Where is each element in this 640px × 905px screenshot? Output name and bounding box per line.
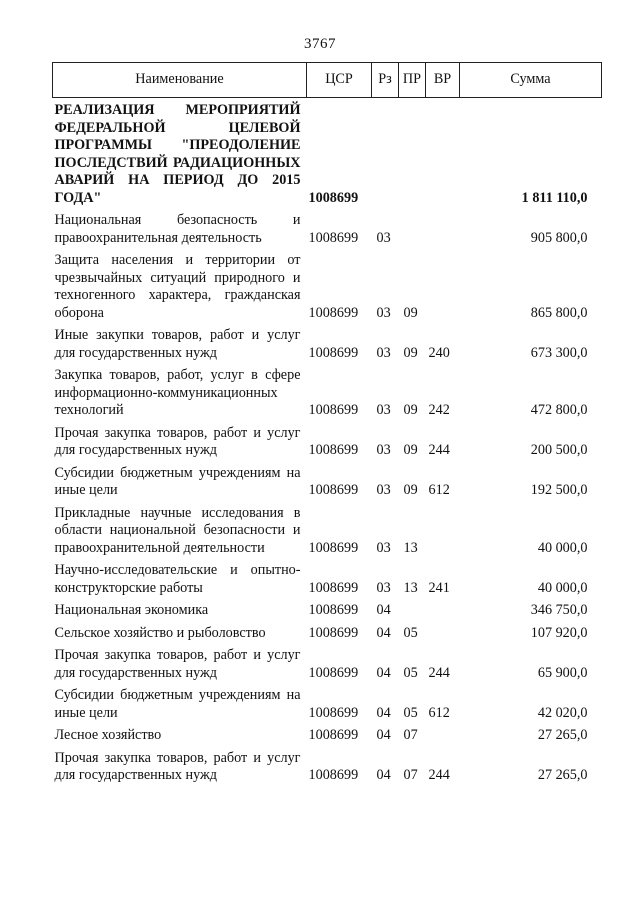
cell-vr (426, 722, 460, 745)
table-row (53, 557, 602, 597)
cell-sum: 905 800,0 (530, 229, 588, 246)
header-rz: Рз (372, 63, 399, 98)
cell-sum: 346 750,0 (530, 602, 588, 618)
cell-vr (426, 207, 460, 247)
cell-rz: 04 (376, 664, 391, 681)
table-row (53, 722, 602, 745)
cell-csr: 1008699 (308, 189, 359, 206)
cell-vr (426, 500, 460, 558)
cell-vr: 244 (428, 767, 450, 783)
cell-name: Лесное хозяйство (54, 727, 162, 743)
cell-pr: 09 (403, 482, 418, 498)
cell-name: Субсидии бюджетным учреждениям на иные цели (54, 687, 301, 721)
cell-name: Сельское хозяйство и рыболовство (54, 624, 266, 641)
cell-rz: 03 (376, 229, 391, 246)
cell-pr: 13 (403, 539, 418, 556)
cell-rz: 03 (376, 344, 391, 361)
cell-pr: 09 (403, 344, 418, 361)
table-row (53, 362, 602, 420)
cell-name: Закупка товаров, работ, услуг в сфере информационно-коммуникационных технологий (54, 367, 301, 418)
cell-pr: 09 (403, 402, 418, 418)
cell-name: Научно-исследовательские и опытно-конструкторские работы (54, 562, 301, 596)
table-row (53, 682, 602, 722)
cell-vr: 240 (428, 344, 450, 361)
cell-rz: 04 (376, 624, 391, 641)
table-body (53, 98, 602, 785)
cell-csr: 1008699 (308, 539, 359, 556)
cell-sum: 865 800,0 (530, 304, 588, 321)
cell-vr (426, 597, 460, 620)
table-row (53, 420, 602, 460)
cell-csr: 1008699 (308, 442, 359, 458)
table-row (53, 597, 602, 620)
cell-sum: 27 265,0 (537, 727, 588, 743)
cell-sum: 107 920,0 (530, 624, 588, 641)
cell-sum: 65 900,0 (537, 664, 588, 681)
table-row (53, 620, 602, 643)
cell-rz: 04 (376, 727, 391, 743)
table-row (53, 322, 602, 362)
table-row (53, 745, 602, 785)
cell-rz: 03 (376, 304, 391, 321)
cell-pr: 07 (403, 767, 418, 783)
cell-name: Национальная безопасность и правоохранительная деятельность (54, 212, 301, 246)
cell-name: Национальная экономика (54, 602, 209, 618)
header-csr: ЦСР (307, 63, 372, 98)
header-sum: Сумма (460, 63, 602, 98)
cell-name: Субсидии бюджетным учреждениям на иные цели (54, 464, 301, 498)
cell-sum: 27 265,0 (537, 767, 588, 783)
table-row (53, 500, 602, 558)
cell-pr: 05 (403, 704, 418, 721)
cell-rz: 04 (376, 602, 391, 618)
cell-sum: 192 500,0 (530, 482, 588, 498)
budget-table (52, 62, 602, 785)
cell-pr: 09 (403, 442, 418, 458)
cell-rz: 03 (376, 482, 391, 498)
cell-name: Иные закупки товаров, работ и услуг для государственных нужд (54, 327, 301, 361)
cell-vr (426, 620, 460, 643)
cell-sum: 40 000,0 (537, 539, 588, 556)
cell-sum: 42 020,0 (537, 704, 588, 721)
cell-rz: 03 (376, 442, 391, 458)
cell-csr: 1008699 (308, 304, 359, 321)
cell-vr: 612 (428, 704, 450, 721)
cell-csr: 1008699 (308, 229, 359, 246)
cell-name: Прочая закупка товаров, работ и услуг для государственных нужд (54, 647, 301, 681)
page-number: 3767 (304, 36, 336, 52)
cell-csr: 1008699 (308, 624, 359, 641)
cell-csr: 1008699 (308, 664, 359, 681)
cell-rz: 04 (376, 704, 391, 721)
cell-name: Защита населения и территории от чрезвычайных ситуаций природного и техногенного характера, гражданская оборона (54, 252, 301, 321)
cell-rz: 04 (376, 767, 391, 783)
cell-name: Прочая закупка товаров, работ и услуг для государственных нужд (54, 424, 301, 458)
cell-name: Прикладные научные исследования в области национальной безопасности и правоохранительной деятельности (54, 504, 301, 556)
cell-name: РЕАЛИЗАЦИЯ МЕРОПРИЯТИЙ ФЕДЕРАЛЬНОЙ ЦЕЛЕВОЙ ПРОГРАММЫ "ПРЕОДОЛЕНИЕ ПОСЛЕДСТВИЙ РАДИАЦИОННЫХ АВАРИЙ НА ПЕРИОД ДО 2015 ГОДА" (54, 102, 301, 206)
cell-vr: 244 (428, 442, 450, 458)
cell-csr: 1008699 (308, 482, 359, 498)
table-header (53, 63, 602, 98)
cell-csr: 1008699 (308, 344, 359, 361)
table-row (53, 98, 602, 208)
header-name: Наименование (53, 63, 307, 98)
cell-sum: 472 800,0 (530, 402, 588, 418)
table-row (53, 460, 602, 500)
cell-csr: 1008699 (308, 602, 359, 618)
cell-pr: 05 (403, 664, 418, 681)
header-pr: ПР (399, 63, 426, 98)
cell-vr: 241 (428, 579, 450, 596)
cell-rz: 03 (376, 402, 391, 418)
cell-csr: 1008699 (308, 704, 359, 721)
cell-pr (399, 597, 426, 620)
cell-pr (399, 207, 426, 247)
cell-vr: 612 (428, 482, 450, 498)
cell-csr: 1008699 (308, 767, 359, 783)
cell-vr (426, 98, 460, 208)
table-row (53, 207, 602, 247)
cell-pr: 13 (403, 579, 418, 596)
cell-pr (399, 98, 426, 208)
table-row (53, 642, 602, 682)
cell-pr: 07 (403, 727, 418, 743)
cell-vr: 242 (428, 402, 450, 418)
cell-sum: 673 300,0 (530, 344, 588, 361)
cell-csr: 1008699 (308, 727, 359, 743)
cell-vr: 244 (428, 664, 450, 681)
header-vr: ВР (426, 63, 460, 98)
cell-csr: 1008699 (308, 579, 359, 596)
cell-sum: 40 000,0 (537, 579, 588, 596)
cell-rz (372, 98, 399, 208)
table-row (53, 247, 602, 322)
cell-pr: 05 (403, 624, 418, 641)
cell-pr: 09 (403, 304, 418, 321)
cell-sum: 200 500,0 (530, 442, 588, 458)
cell-csr: 1008699 (308, 402, 359, 418)
cell-rz: 03 (376, 579, 391, 596)
cell-sum: 1 811 110,0 (521, 189, 588, 206)
cell-name: Прочая закупка товаров, работ и услуг для государственных нужд (54, 749, 301, 783)
cell-rz: 03 (376, 539, 391, 556)
cell-vr (426, 247, 460, 322)
